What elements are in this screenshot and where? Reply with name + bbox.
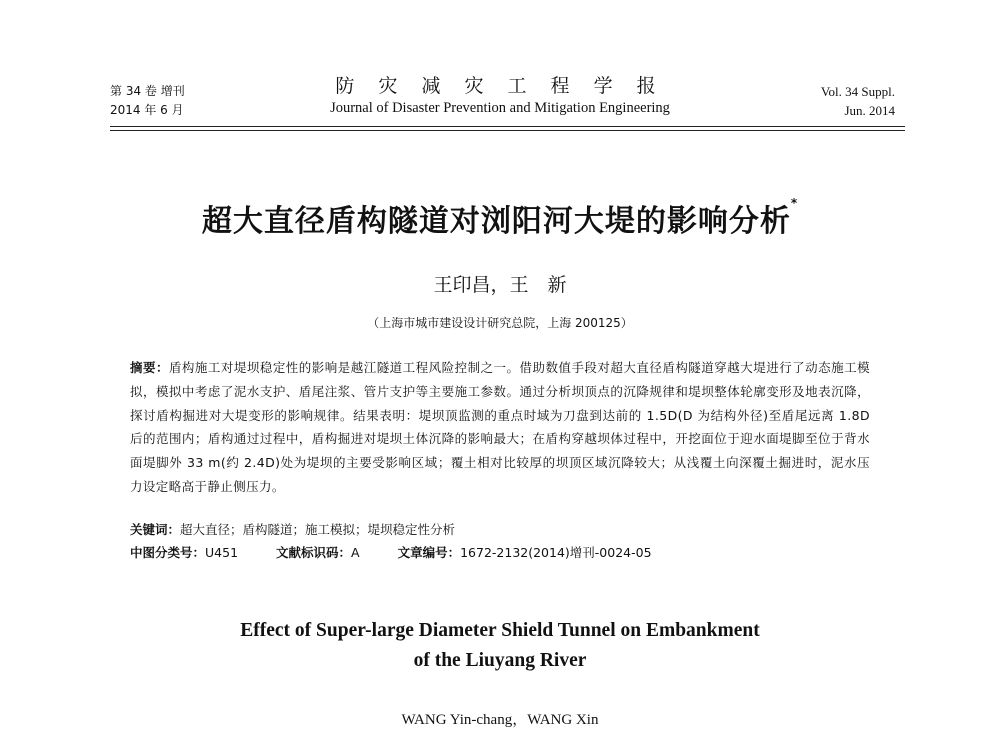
abstract-text: 盾构施工对堤坝稳定性的影响是越江隧道工程风险控制之一。借助数值手段对超大直径盾构隧道穿越大堤进行了动态施工模拟，模拟中考虑了泥水支护、盾尾注浆、管片支护等主要施工参数。通过分析坝顶点的沉降规律和堤坝整体轮廓变形及地表沉降，探讨盾构掘进对大堤变形的影响规律。结果表明：堤坝顶监测的重点时域为刀盘到达前的 1.5D(D 为结构外径)至盾尾远离 1.8D 后的范围内；盾构通过过程中，盾构掘进对堤坝土体沉降的影响最大；在盾构穿越坝体过程中，开挖面位于迎水面堤脚至位于背水面堤脚外 33 m(约 2.4D)处为堤坝的主要受影响区域；覆土相对比较厚的坝顶区域沉降较大；从浅覆土向深覆土掘进时，泥水压力设定略高于静止侧压力。: [130, 360, 870, 494]
doc-code-value: A: [351, 545, 360, 560]
authors-en: WANG Yin-chang，WANG Xin: [401, 712, 599, 728]
keywords-line: [130, 520, 870, 538]
affiliation-cn: （上海市城市建设设计研究总院，上海 200125）: [367, 316, 633, 330]
header-right: [821, 82, 895, 120]
volume-cn: 第 34 卷 增刊: [110, 84, 185, 98]
volume-en: Vol. 34 Suppl.: [820, 84, 895, 99]
header-rule-bottom: [110, 130, 905, 131]
classification-line: [130, 543, 870, 561]
journal-title-cn: 防 灾 减 灾 工 程 学 报: [335, 75, 665, 97]
doc-code-item: [276, 545, 360, 560]
paper-title-cn: [0, 196, 1000, 240]
date-en: Jun. 2014: [844, 103, 895, 118]
article-no-value: 1672-2132(2014)增刊-0024-05: [460, 545, 652, 560]
journal-title-en: Journal of Disaster Prevention and Mitigation Engineering: [330, 100, 670, 116]
clc-value: U451: [205, 545, 239, 560]
title-footnote-mark: *: [790, 196, 799, 210]
clc-label: 中图分类号：: [130, 545, 206, 560]
abstract: [130, 356, 870, 499]
keywords-text: 超大直径；盾构隧道；施工模拟；堤坝稳定性分析: [180, 522, 456, 537]
paper-title-cn-text: 超大直径盾构隧道对浏阳河大堤的影响分析: [201, 204, 791, 239]
authors-cn: 王印昌，王 新: [433, 274, 567, 296]
paper-title-en-line1: Effect of Super-large Diameter Shield Tunnel on Embankment: [240, 620, 760, 641]
date-cn: 2014 年 6 月: [110, 103, 184, 117]
header-rule-top: [110, 126, 905, 127]
keywords-label: 关键词：: [130, 522, 181, 537]
doc-code-label: 文献标识码：: [276, 545, 352, 560]
clc-item: [130, 545, 238, 560]
article-no-label: 文章编号：: [397, 545, 461, 560]
article-no-item: [398, 545, 652, 560]
abstract-label: 摘要：: [130, 360, 169, 375]
header-left: [110, 82, 185, 120]
paper-title-en-line2: of the Liuyang River: [413, 650, 587, 671]
header-center: [260, 74, 740, 118]
paper-title-en: [0, 616, 1000, 676]
